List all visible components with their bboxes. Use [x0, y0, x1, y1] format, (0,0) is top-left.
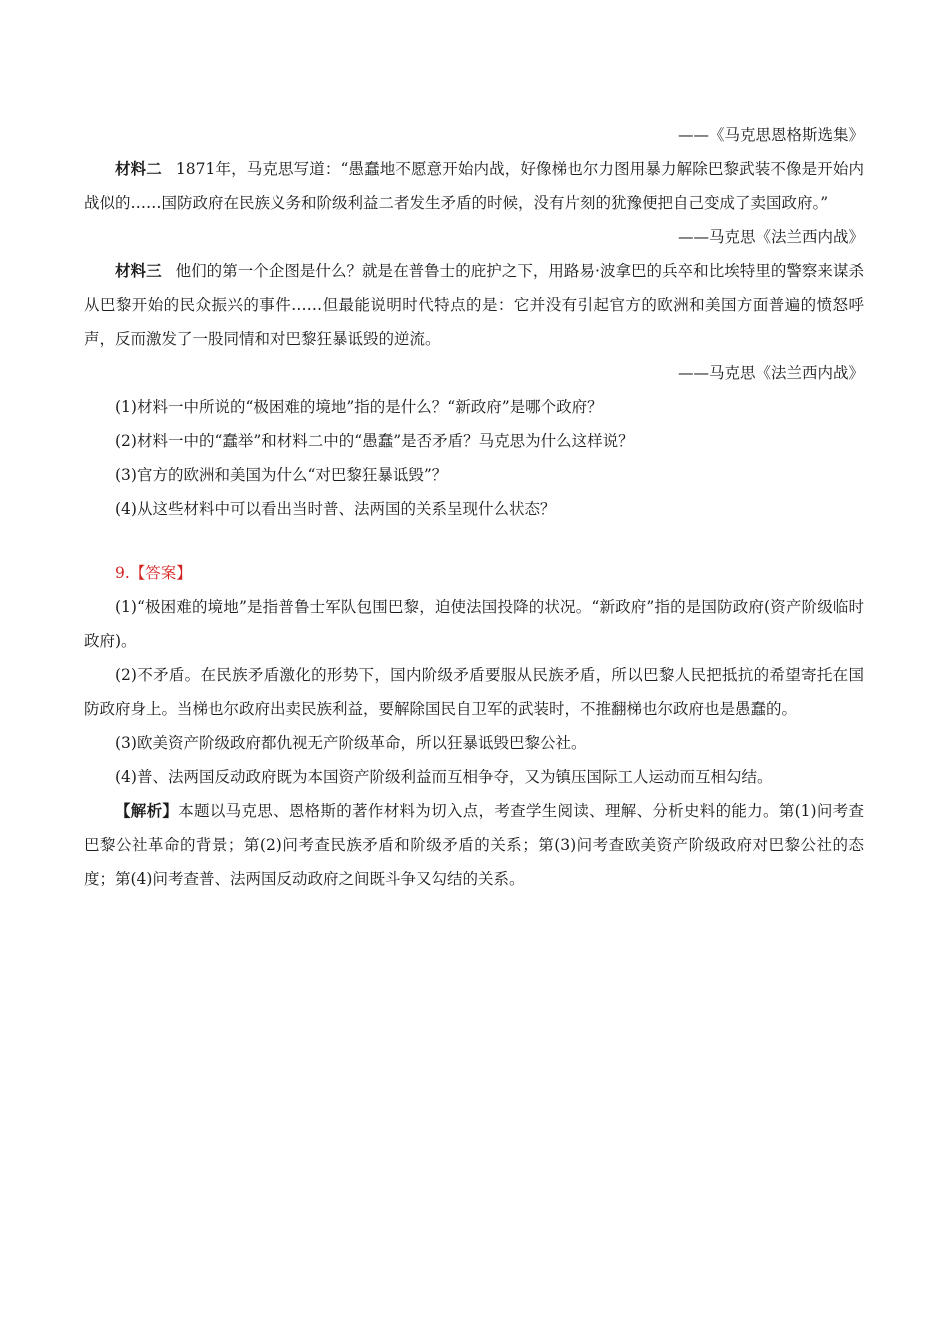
material-text: 他们的第一个企图是什么？就是在普鲁士的庇护之下，用路易·波拿巴的兵卒和比埃特里的警察来谋杀从巴黎开始的民众振兴的事件……但最能说明时代特点的是：它并没有引起官方的欧洲和美国方面普遍的愤怒呼声，反而激发了一股同情和对巴黎狂暴诋毁的逆流。: [84, 262, 864, 348]
material-label: 材料二: [115, 159, 162, 178]
analysis-label: 【解析】: [115, 801, 179, 820]
document-content: [84, 118, 864, 896]
answer-heading: 9.【答案】: [115, 564, 192, 582]
question-2: (2)材料一中的“蠢举”和材料二中的“愚蠢”是否矛盾？马克思为什么这样说？: [115, 432, 634, 450]
answer-item-2: (2)不矛盾。在民族矛盾激化的形势下，国内阶级矛盾要服从民族矛盾，所以巴黎人民把抵抗的希望寄托在国防政府身上。当梯也尔政府出卖民族利益，要解除国民自卫军的武装时，不推翻梯也尔政府也是愚蠢的。: [84, 666, 864, 718]
analysis-text: 本题以马克思、恩格斯的著作材料为切入点，考查学生阅读、理解、分析史料的能力。第(1)问考查巴黎公社革命的背景；第(2)问考查民族矛盾和阶级矛盾的关系；第(3)问考查欧美资产阶级政府对巴黎公社的态度；第(4)问考查普、法两国反动政府之间既斗争又勾结的关系。: [84, 802, 864, 888]
source-citation: ——马克思《法兰西内战》: [677, 228, 864, 246]
material-2: [84, 152, 864, 220]
material-text: 1871年，马克思写道：“愚蠢地不愿意开始内战，好像梯也尔力图用暴力解除巴黎武装不像是开始内战似的……国防政府在民族义务和阶级利益二者发生矛盾的时候，没有片刻的犹豫便把自己变成了卖国政府。”: [84, 160, 864, 212]
source-citation: ——马克思《法兰西内战》: [677, 364, 864, 382]
source-citation: ——《马克思恩格斯选集》: [677, 126, 864, 144]
question-3: (3)官方的欧洲和美国为什么“对巴黎狂暴诋毁”？: [115, 466, 448, 484]
answer-item-1: (1)“极困难的境地”是指普鲁士军队包围巴黎，迫使法国投降的状况。“新政府”指的是国防政府(资产阶级临时政府)。: [84, 598, 864, 650]
material-3: [84, 254, 864, 356]
question-4: (4)从这些材料中可以看出当时普、法两国的关系呈现什么状态？: [115, 500, 556, 518]
analysis: [84, 794, 864, 896]
answer-item-4: (4)普、法两国反动政府既为本国资产阶级利益而互相争夺，又为镇压国际工人运动而互相勾结。: [115, 768, 773, 786]
answer-item-3: (3)欧美资产阶级政府都仇视无产阶级革命，所以狂暴诋毁巴黎公社。: [115, 734, 587, 752]
material-label: 材料三: [115, 261, 162, 280]
question-1: (1)材料一中所说的“极困难的境地”指的是什么？“新政府”是哪个政府？: [115, 398, 603, 416]
